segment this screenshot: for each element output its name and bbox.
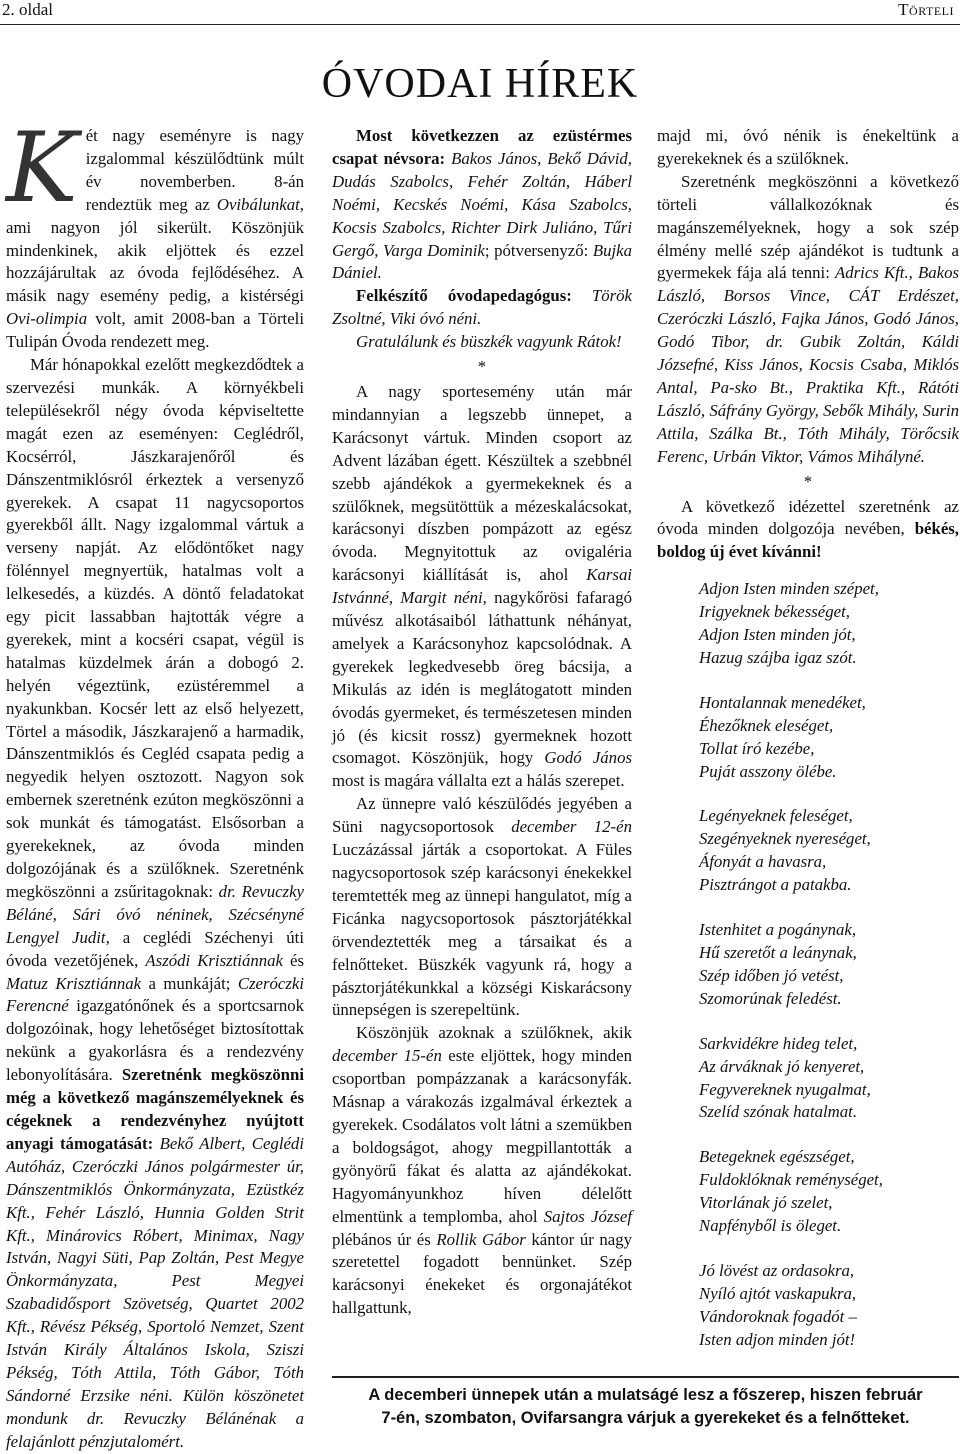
article-paragraph: Az ünnepre való készülődés jegyében a Süni nagycsoportosok december 12-én Luczázással járták a csoportokat. A Füles nagycsoportosok szép karácsonyi énekekkel teremtették meg az ünnepi hangulatot, míg a Ficánka nagycsoportosok pásztorjátékkal örvendeztették meg a társaikat és a felnőtteket. Büszkék vagyunk rá, hogy a pásztorjátékunkkal a községi Kiskarácsony ünnepségen is szerepeltünk.: [332, 794, 632, 1020]
article-paragraph: A nagy sportesemény után már mindannyian a legszebb ünnepet, a Karácsonyt vártuk. Minden csoport az Advent lázában égett. Készültek a szebbnél szebb ajándékok a gyermekeknek és a szülőknek, megsütöttük a mézeskalácsokat, karácsonyi díszben pompázott az egész óvoda. Megnyitottuk az ovigaléria karácsonyi kiállítását is, ahol Karsai Istvánné, Margit néni, nagykőrösi fafaragó művész alkotásaiból láthattunk néhányat, amelyek a Karácsonyhoz kapcsolódnak. A gyerekek legkedvesebb öreg bácsija, a Mikulás az idén is meglátogatott minden óvodás gyermeket, és természetesen minden jó (és kicsit rossz) gyermeknek hozott csomagot. Köszönjük, hogy Godó János most is magára vállalta ezt a hálás szerepet.: [332, 381, 632, 791]
poem-stanza: [699, 919, 959, 1011]
poem-line: Isten adjon minden jót!: [699, 1329, 856, 1349]
thanks-paragraph: Szeretnénk megköszönni a következő törteli vállalkozóknak és magánszemélyeknek, hogy a sok szép élmény mellé szép ajándékot is tudtunk a gyermekek fája alá tenni: Adrics Kft., Bakos László, Borsos Vince, CÁT Erdészet, Czeróczki László, Fajka János, Godó János, Godó Tibor, dr. Gubik Zoltán, Káldi Józsefné, Kiss János, Kocsis Csaba, Miklós Antal, Pa-sko Bt., Praktika Kft., Rátóti László, Sáfrány György, Sebők Mihály, Surin Attila, Szálka Bt., Tóth Mihály, Törőcsik Ferenc, Urbán Viktor, Vámos Mihályné.: [657, 171, 959, 466]
team-list: Most következzen az ezüstérmes csapat névsora: Bakos János, Bekő Dávid, Dudás Szabolcs, Fehér Zoltán, Háberl Noémi, Kecskés Noémi, Kása Szabolcs, Kocsis Szabolcs, Richter Dirk Juliáno, Tűri Gergő, Varga Dominik; pótversenyző: Bujka Dániel.: [332, 126, 633, 283]
page-number: 2. oldal: [2, 0, 53, 19]
poem-line: Szomorúnak feledést.: [699, 988, 842, 1008]
poem-line: Az árváknak jó kenyeret,: [699, 1056, 865, 1076]
poem-line: Hű szeretőt a leánynak,: [699, 943, 857, 962]
poem-stanza: [699, 1260, 959, 1352]
poem-stanza: [699, 805, 959, 897]
greeting-paragraph: A következő idézettel szeretnénk az óvoda minden dolgozója nevében, békés, boldog új évet kívánni!: [657, 496, 959, 562]
page-header: [0, 0, 960, 26]
poem-line: Tollat író kezébe,: [699, 738, 815, 758]
announcement-line: 7-én, szombaton, Ovifarsangra várjuk a gyerekeket és a felnőtteket.: [381, 1409, 910, 1427]
poem-line: Szelíd szónak hatalmat.: [699, 1102, 858, 1122]
poem-line: Hontalannak menedéket,: [699, 692, 866, 712]
section-separator: *: [803, 471, 813, 491]
poem-line: Hazug szájba igaz szót.: [699, 647, 857, 667]
poem-line: Szegényeknek nyereséget,: [699, 829, 871, 849]
congrats-line: Gratulálunk és büszkék vagyunk Rátok!: [356, 332, 622, 352]
poem-line: Irigyeknek békességet,: [699, 602, 850, 622]
poem-line: Legényeknek feleséget,: [699, 806, 853, 826]
poem: [657, 578, 959, 1351]
poem-line: Áfonyát a havasra,: [699, 852, 827, 872]
article-paragraph: Köszönjük azoknak a szülőknek, akik december 15-én este eljöttek, hogy minden csoportban pompázzanak a karácsonyfák. Másnap a várakozás izgalmával érkeztek a gyerekek. Csodálatos volt látni a szemükben a boldogságot, ahogy megpillantották a gyönyörű fákat és alatta az ajándékokat. Hagyományunkhoz híven délelőtt elmentünk a templomba, ahol Sajtos József plébános úr és Rollik Gábor kántor úr nagy szeretettel fogadott bennünket. Szép karácsonyi énekeket és orgonajátékot hallgattunk,: [332, 1023, 633, 1318]
poem-stanza: [699, 692, 959, 784]
section-separator: *: [477, 357, 487, 377]
poem-line: Napfényből is öleget.: [699, 1216, 842, 1236]
section-title: ÓVODAI HÍREK: [321, 61, 639, 107]
poem-stanza: [699, 1146, 959, 1238]
poem-line: Nyíló ajtót vaskapukra,: [699, 1283, 857, 1303]
teacher-line: Felkészítő óvodapedagógus: Török Zsoltné, Viki óvó néni.: [332, 286, 632, 329]
poem-line: Puját asszony ölébe.: [699, 761, 837, 781]
column-2: [332, 125, 632, 1320]
poem-line: Vitorlának jó szelet,: [699, 1193, 833, 1213]
poem-stanza: [699, 578, 959, 670]
poem-line: Betegeknek egészséget,: [699, 1147, 855, 1167]
poem-line: Vándoroknak fogadót –: [699, 1306, 857, 1326]
poem-line: Jó lövést az ordasokra,: [699, 1260, 855, 1280]
article-paragraph: Már hónapokkal ezelőtt megkezdődtek a szervezési munkák. A környékbeli településekről négy óvoda képviseltette magát ezen az eseményen: Ceglédről, Kocsérról, Jászkarajenőről és Dánszentmiklósról érkeztek a versenyző gyerekek. A csapat 11 nagycsoportos gyerekből állt. Nagy izgalommal vártuk a verseny napját. Az elődöntőket nagy fölénnyel megnyertük, hatalmas volt a lelkesedés, a küzdés. A döntő feladatokat egy picit lassabban hajtották végre a gyerekek, mint a kocséri csapat, végül is hatalmas küzdelmek árán a dobogó 2. helyén végeztünk, ezüstéremmel a nyakunkban. Kocsér lett az első helyezett, Törtel a második, Jászkarajenő a harmadik, Dánszentmiklós és Cegléd csapata pedig a negyedik helyen osztozott. Nagyon sok embernek szeretnénk ezúton megköszönni a sok munkát és támogatást. Elsősorban a gyerekeknek, az óvoda minden dolgozójának és a szülőknek. Szeretnénk megköszönni a zsűritagoknak: dr. Revuczky Béláné, Sári óvó néninek, Szécsényné Lengyel Judit, a ceglédi Széchenyi úti óvoda vezetőjének, Aszódi Krisztiánnak és Matuz Krisztiánnak a munkáját; Czeróczki Ferencné igazgatónőnek és a sportcsarnok dolgozóinak, hogy lehetőséget biztosítottak nekünk a gyakorlásra és a rendezvény lebonyolítására. Szeretnénk megköszönni még a következő magánszemélyeknek és cégeknek a rendezvényhez nyújtott anyagi támogatását: Bekő Albert, Ceglédi Autóház, Czeróczki János polgármester úr, Dánszentmiklós Önkormányzata, Ezüstkéz Kft., Fehér László, Hunnia Golden Strit Kft., Minárovics Róbert, Minimax, Nagy István, Nagyi Süti, Pap Zoltán, Pest Megye Önkormányzata, Pest Megyei Szabadidősport Szövetség, Quartet 2002 Kft., Révész Pékség, Sportoló Nemzet, Szent István Király Általános Iskola, Sziszi Pékség, Tóth Attila, Tóth Gábor, Tóth Sándorné Erzsike néni. Külön köszönetet mondunk dr. Revuczky Bélánénak a felajánlott pénzjutalomért.: [6, 355, 305, 1451]
poem-line: Adjon Isten minden jót,: [699, 625, 856, 645]
column-1: [6, 112, 305, 1454]
drop-cap: K: [6, 112, 78, 224]
article-paragraph: majd mi, óvó nénik is énekeltünk a gyerekeknek és a szülőknek.: [657, 126, 959, 168]
header-rule: [0, 24, 960, 25]
poem-line: Szép időben jó vetést,: [699, 965, 844, 985]
poem-line: Éhezőknek eleséget,: [699, 715, 834, 735]
poem-line: Fegyvereknek nyugalmat,: [699, 1079, 871, 1099]
poem-line: Istenhitet a pogánynak,: [699, 920, 857, 940]
announcement-line: A decemberi ünnepek után a mulatságé lesz a főszerep, hiszen február: [368, 1386, 923, 1404]
article-intro: Két nagy eseményre is nagy izgalommal készülődtünk múlt év novemberben. 8-án rendeztük meg az Ovibálunkat, ami nagyon jól sikerült. Köszönjük mindenkinek, akik eljöttek és ezzel hozzájárultak az óvoda fejlődéséhez. A másik nagy esemény pedig, a kistérségi Ovi-olimpia volt, amit 2008-ban a Törteli Tulipán Óvoda rendezett meg.: [6, 112, 304, 352]
newspaper-name: Törteli: [898, 0, 954, 19]
poem-line: Fuldoklóknak reménységet,: [699, 1170, 883, 1190]
announcement-box: [332, 1376, 959, 1438]
poem-line: Adjon Isten minden szépet,: [699, 579, 879, 599]
poem-line: Sarkvidékre hideg telet,: [699, 1033, 858, 1053]
column-3: [657, 125, 959, 1374]
poem-line: Pisztrángot a patakba.: [699, 875, 852, 895]
poem-stanza: [699, 1033, 959, 1125]
